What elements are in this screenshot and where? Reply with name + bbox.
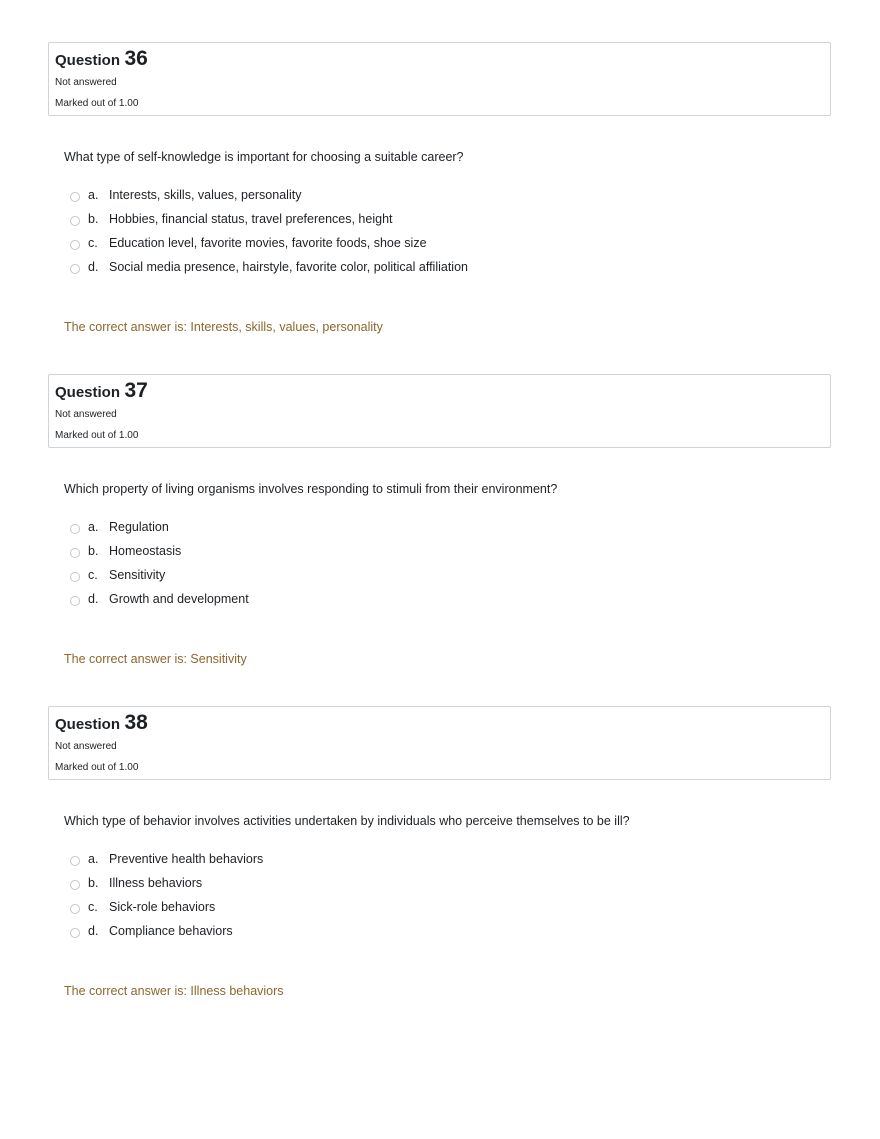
- option-letter: d.: [88, 592, 99, 606]
- question-number-line: [55, 47, 148, 71]
- option-text: Hobbies, financial status, travel preferences, height: [109, 212, 393, 226]
- question-number-line: [55, 711, 148, 735]
- answer-option-a[interactable]: [70, 850, 670, 874]
- radio-button-icon[interactable]: [70, 928, 80, 938]
- question-state: Not answered: [55, 741, 117, 752]
- option-text: Interests, skills, values, personality: [109, 188, 302, 202]
- question-state: Not answered: [55, 409, 117, 420]
- correct-answer-feedback: The correct answer is: Sensitivity: [64, 652, 247, 666]
- answer-options: [70, 518, 670, 614]
- answer-option-b[interactable]: [70, 542, 670, 566]
- question-number: 36: [124, 47, 148, 70]
- option-letter: d.: [88, 924, 99, 938]
- question-text: What type of self-knowledge is important for choosing a suitable career?: [64, 150, 464, 164]
- correct-answer-feedback: The correct answer is: Illness behaviors: [64, 984, 284, 998]
- option-text: Social media presence, hairstyle, favorite color, political affiliation: [109, 260, 468, 274]
- radio-button-icon[interactable]: [70, 856, 80, 866]
- answer-option-b[interactable]: [70, 874, 670, 898]
- answer-option-d[interactable]: [70, 590, 670, 614]
- option-letter: c.: [88, 568, 98, 582]
- option-text: Sensitivity: [109, 568, 166, 582]
- question-grade: Marked out of 1.00: [55, 762, 139, 773]
- question-info-box: [48, 706, 831, 780]
- question-label: Question: [55, 716, 121, 733]
- radio-button-icon[interactable]: [70, 240, 80, 250]
- option-text: Regulation: [109, 520, 169, 534]
- radio-button-icon[interactable]: [70, 192, 80, 202]
- question-text: Which type of behavior involves activities undertaken by individuals who perceive themselves to be ill?: [64, 814, 630, 828]
- option-text: Growth and development: [109, 592, 249, 606]
- question-info-box: [48, 42, 831, 116]
- question-text: Which property of living organisms involves responding to stimuli from their environment?: [64, 482, 558, 496]
- answer-options: [70, 186, 670, 282]
- radio-button-icon[interactable]: [70, 572, 80, 582]
- answer-option-c[interactable]: [70, 898, 670, 922]
- option-text: Education level, favorite movies, favorite foods, shoe size: [109, 236, 427, 250]
- question-grade: Marked out of 1.00: [55, 98, 139, 109]
- option-letter: c.: [88, 900, 98, 914]
- option-letter: b.: [88, 544, 99, 558]
- option-letter: a.: [88, 520, 99, 534]
- question-number-line: [55, 379, 148, 403]
- option-text: Homeostasis: [109, 544, 182, 558]
- question-label: Question: [55, 384, 121, 401]
- radio-button-icon[interactable]: [70, 524, 80, 534]
- option-text: Compliance behaviors: [109, 924, 233, 938]
- answer-options: [70, 850, 670, 946]
- correct-answer-feedback: The correct answer is: Interests, skills, values, personality: [64, 320, 383, 334]
- question-number: 37: [124, 379, 148, 402]
- question-state: Not answered: [55, 77, 117, 88]
- answer-option-c[interactable]: [70, 234, 670, 258]
- answer-option-b[interactable]: [70, 210, 670, 234]
- option-letter: a.: [88, 852, 99, 866]
- option-text: Sick-role behaviors: [109, 900, 216, 914]
- question-info-box: [48, 374, 831, 448]
- answer-option-c[interactable]: [70, 566, 670, 590]
- option-letter: c.: [88, 236, 98, 250]
- radio-button-icon[interactable]: [70, 548, 80, 558]
- radio-button-icon[interactable]: [70, 216, 80, 226]
- question-number: 38: [124, 711, 148, 734]
- option-letter: b.: [88, 876, 99, 890]
- radio-button-icon[interactable]: [70, 596, 80, 606]
- answer-option-d[interactable]: [70, 258, 670, 282]
- radio-button-icon[interactable]: [70, 880, 80, 890]
- answer-option-a[interactable]: [70, 518, 670, 542]
- option-letter: d.: [88, 260, 99, 274]
- option-letter: a.: [88, 188, 99, 202]
- answer-option-d[interactable]: [70, 922, 670, 946]
- answer-option-a[interactable]: [70, 186, 670, 210]
- option-text: Illness behaviors: [109, 876, 203, 890]
- question-grade: Marked out of 1.00: [55, 430, 139, 441]
- question-label: Question: [55, 52, 121, 69]
- option-text: Preventive health behaviors: [109, 852, 264, 866]
- radio-button-icon[interactable]: [70, 264, 80, 274]
- option-letter: b.: [88, 212, 99, 226]
- radio-button-icon[interactable]: [70, 904, 80, 914]
